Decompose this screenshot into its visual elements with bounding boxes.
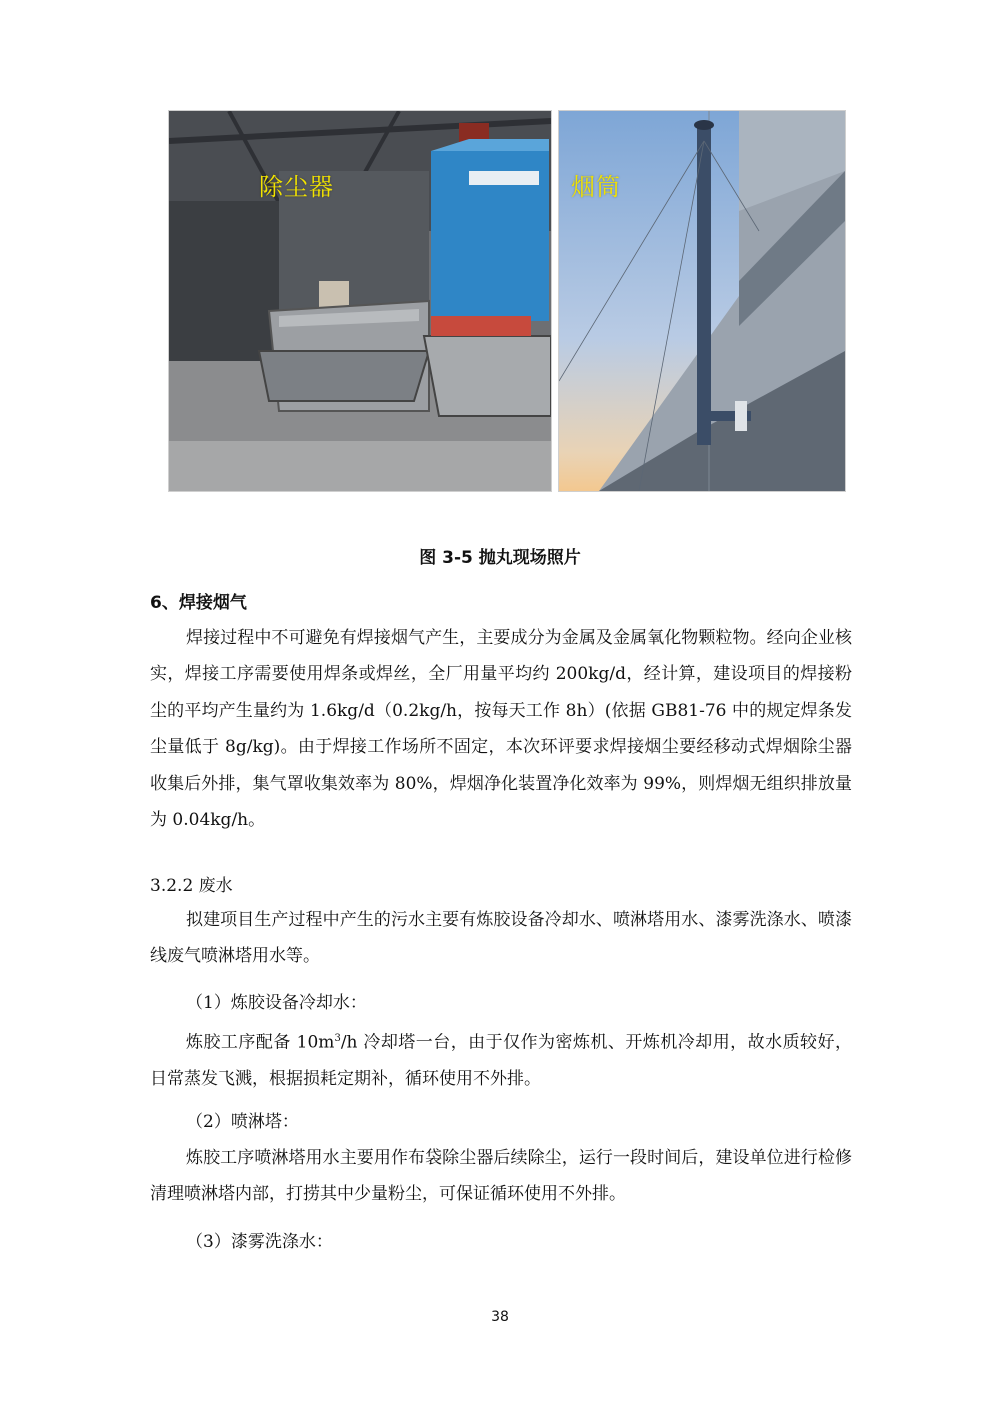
item2-paragraph: 炼胶工序喷淋塔用水主要用作布袋除尘器后续除尘，运行一段时间后，建设单位进行检修清理喷淋塔内部，打捞其中少量粉尘，可保证循环使用不外排。 <box>150 1148 852 1205</box>
dust-collector-photo <box>168 110 552 492</box>
figure-caption: 图 3-5 抛丸现场照片 <box>419 548 581 568</box>
item2-title: （2）喷淋塔： <box>186 1112 299 1132</box>
dust-collector-label: 除尘器 <box>259 173 334 201</box>
item1-text-before: 炼胶工序配备 10m <box>186 1032 335 1053</box>
subsection-heading-wastewater: 3.2.2 废水 <box>150 876 233 896</box>
chimney-label: 烟筒 <box>571 173 621 201</box>
chimney-photo <box>558 110 846 492</box>
item1-superscript: 3 <box>334 1033 341 1044</box>
section-heading-welding-fumes: 6、焊接烟气 <box>150 593 247 613</box>
page-number: 38 <box>491 1309 509 1325</box>
item3-title: （3）漆雾洗涤水： <box>186 1232 333 1252</box>
wastewater-intro-paragraph: 拟建项目生产过程中产生的污水主要有炼胶设备冷却水、喷淋塔用水、漆雾洗涤水、喷漆线废气喷淋塔用水等。 <box>150 910 852 967</box>
welding-fumes-paragraph: 焊接过程中不可避免有焊接烟气产生，主要成分为金属及金属氧化物颗粒物。经向企业核实，焊接工序需要使用焊条或焊丝，全厂用量平均约 200kg/d，经计算，建设项目的焊接粉尘的平均产生量约为 1.6kg/d（0.2kg/h，按每天工作 8h）(依据 GB81-76 中的规定焊条发尘量低于 8g/kg)。由于焊接工作场所不固定，本次环评要求焊接烟尘要经移动式焊烟除尘器收集后外排，集气罩收集效率为 80%，焊烟净化装置净化效率为 99%，则焊烟无组织排放量为 0.04kg/h。 <box>150 628 852 831</box>
item1-paragraph <box>150 1021 852 1097</box>
item1-text-after: /h 冷却塔一台，由于仅作为密炼机、开炼机冷却用，故水质较好，日常蒸发飞溅，根据损耗定期补，循环使用不外排。 <box>150 1032 852 1090</box>
item1-title: （1）炼胶设备冷却水： <box>186 993 367 1013</box>
dust-collector-illustration <box>169 111 551 491</box>
